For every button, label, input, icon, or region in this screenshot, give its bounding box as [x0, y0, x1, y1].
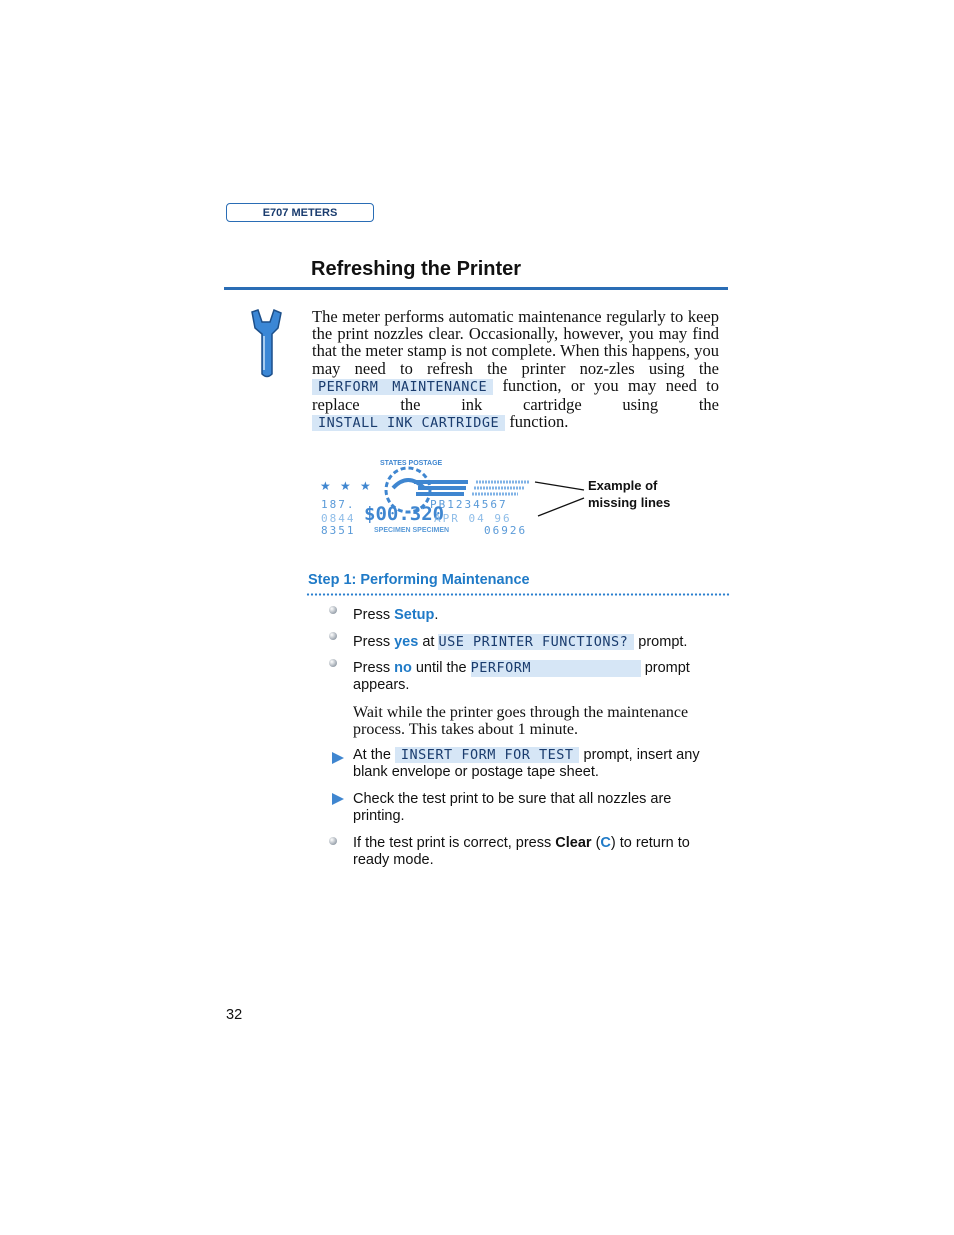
intro-paragraph: The meter performs automatic maintenance regularly to keep the print nozzles clear. Occasionally, however, you may find that the meter stamp is not complete. When this happens, you may need to refresh the printer noz-zles using the PERFORM MAINTENANCE function, or you may need to replace the ink cartridge using the INSTALL INK CARTRIDGE function. — [312, 307, 719, 432]
arrow-bullet-icon — [332, 752, 344, 764]
stamp-specimen: SPECIMEN SPECIMEN — [374, 527, 450, 534]
step-check-test-print: Check the test print to be sure that all nozzles are printing. — [353, 791, 672, 824]
stamp-line2-left: 0844 — [321, 512, 356, 525]
stamp-date: APR 04 96 — [434, 512, 512, 525]
lcd-use-printer-functions: USE PRINTER FUNCTIONS? — [438, 634, 634, 650]
wrench-icon — [248, 308, 288, 380]
stamp-line1-left: 187. — [321, 498, 356, 511]
wait-note: Wait while the printer goes through the maintenance process. This takes about 1 minute. — [353, 704, 689, 738]
svg-text:★: ★ — [340, 479, 351, 493]
round-bullet-icon — [329, 606, 337, 614]
step-press-setup: Press Setup. — [353, 607, 439, 623]
lcd-perform: PERFORM — [471, 660, 641, 677]
svg-text:★: ★ — [360, 479, 371, 493]
stamp-meter-number: PB1234567 — [430, 498, 508, 511]
lcd-install-ink-cartridge: INSTALL INK CARTRIDGE — [312, 415, 505, 431]
step-heading: Step 1: Performing Maintenance — [308, 572, 530, 588]
step-insert-form: At the INSERT FORM FOR TEST prompt, insert any blank envelope or postage tape sheet. — [353, 747, 700, 780]
step-press-clear: If the test print is correct, press Clear (C) to return to ready mode. — [353, 835, 690, 868]
chapter-tag: E707 METERS — [226, 203, 374, 222]
round-bullet-icon — [329, 632, 337, 640]
page-number: 32 — [226, 1007, 243, 1023]
lcd-perform-maintenance: PERFORM MAINTENANCE — [312, 379, 493, 395]
meter-stamp-image — [318, 458, 540, 540]
callout-leader-lines — [530, 476, 590, 520]
dotted-divider — [306, 593, 730, 596]
svg-text:★: ★ — [320, 479, 331, 493]
title-rule — [224, 287, 728, 290]
page-title: Refreshing the Printer — [311, 258, 522, 280]
arrow-bullet-icon — [332, 793, 344, 805]
step-press-yes: Press yes at USE PRINTER FUNCTIONS? prompt. — [353, 634, 688, 650]
step-press-no: Press no until the PERFORM prompt appears. — [353, 660, 690, 693]
stamp-value: $00.320 — [364, 503, 445, 525]
stamp-seal-text: STATES POSTAGE — [380, 460, 443, 467]
lcd-insert-form-for-test: INSERT FORM FOR TEST — [395, 747, 580, 763]
stamp-line3-left: 8351 — [321, 524, 356, 537]
stamp-zip: 06926 — [484, 524, 528, 537]
round-bullet-icon — [329, 659, 337, 667]
round-bullet-icon — [329, 837, 337, 845]
missing-lines-callout: Example of missing lines — [588, 478, 671, 510]
